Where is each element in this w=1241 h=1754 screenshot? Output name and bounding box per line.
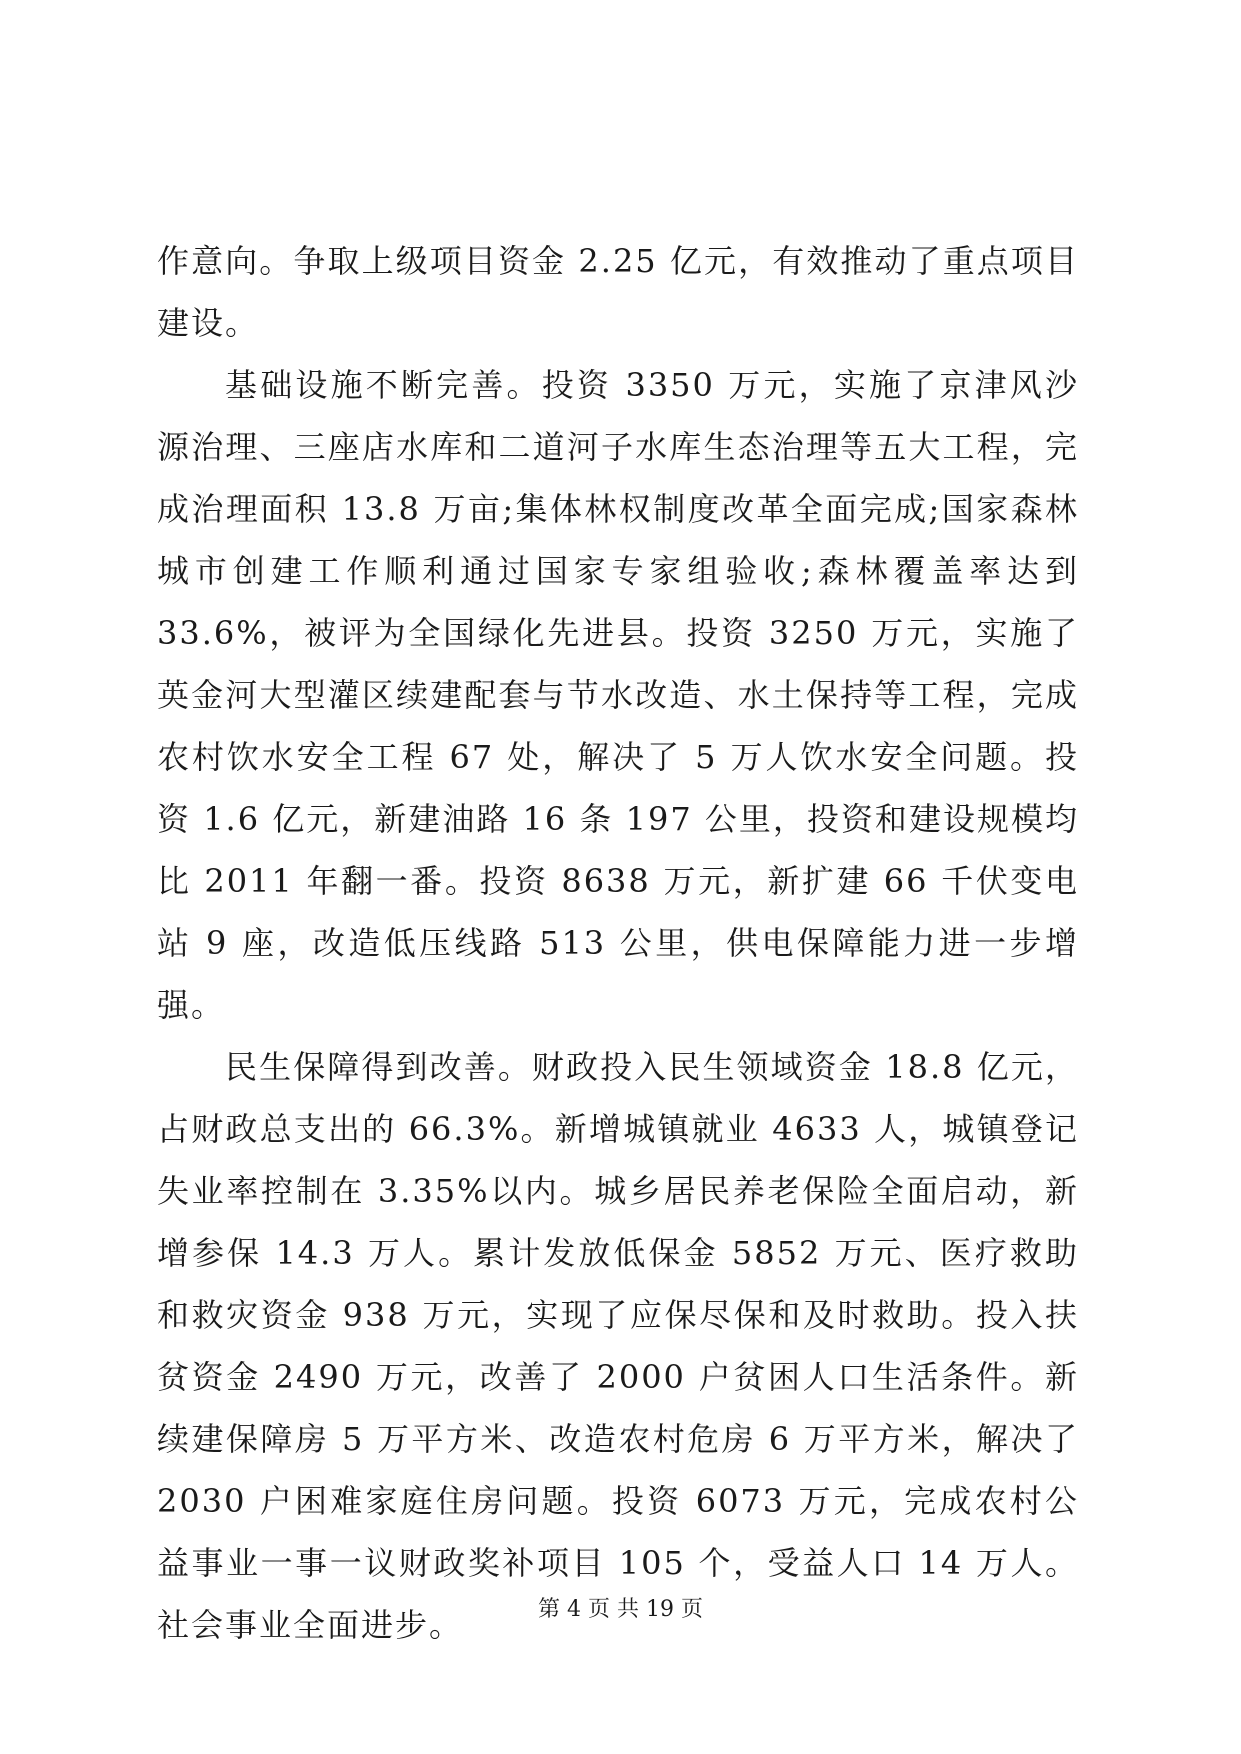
document-body [157,230,1079,1656]
paragraph-intro-continuation: 作意向。争取上级项目资金 2.25 亿元，有效推动了重点项目建设。 [157,242,1079,342]
paragraph-livelihood: 民生保障得到改善。财政投入民生领域资金 18.8 亿元，占财政总支出的 66.3%。新增城镇就业 4633 人，城镇登记失业率控制在 3.35%以内。城乡居民养老保险全面启动，新增参保 14.3 万人。累计发放低保金 5852 万元、医疗救助和救灾资金 938 万元，实现了应保尽保和及时救助。投入扶贫资金 2490 万元，改善了 2000 户贫困人口生活条件。新续建保障房 5 万平方米、改造农村危房 6 万平方米，解决了 2030 户困难家庭住房问题。投资 6073 万元，完成农村公益事业一事一议财政奖补项目 105 个，受益人口 14 万人。社会事业全面进步。 [157,1048,1079,1644]
page-number-footer: 第 4 页 共 19 页 [538,1597,703,1622]
paragraph-infrastructure: 基础设施不断完善。投资 3350 万元，实施了京津风沙源治理、三座店水库和二道河子水库生态治理等五大工程，完成治理面积 13.8 万亩;集体林权制度改革全面完成;国家森林城市创建工作顺利通过国家专家组验收;森林覆盖率达到 33.6%，被评为全国绿化先进县。投资 3250 万元，实施了英金河大型灌区续建配套与节水改造、水土保持等工程，完成农村饮水安全工程 67 处，解决了 5 万人饮水安全问题。投资 1.6 亿元，新建油路 16 条 197 公里，投资和建设规模均比 2011 年翻一番。投资 8638 万元，新扩建 66 千伏变电站 9 座，改造低压线路 513 公里，供电保障能力进一步增强。 [157,366,1079,1024]
